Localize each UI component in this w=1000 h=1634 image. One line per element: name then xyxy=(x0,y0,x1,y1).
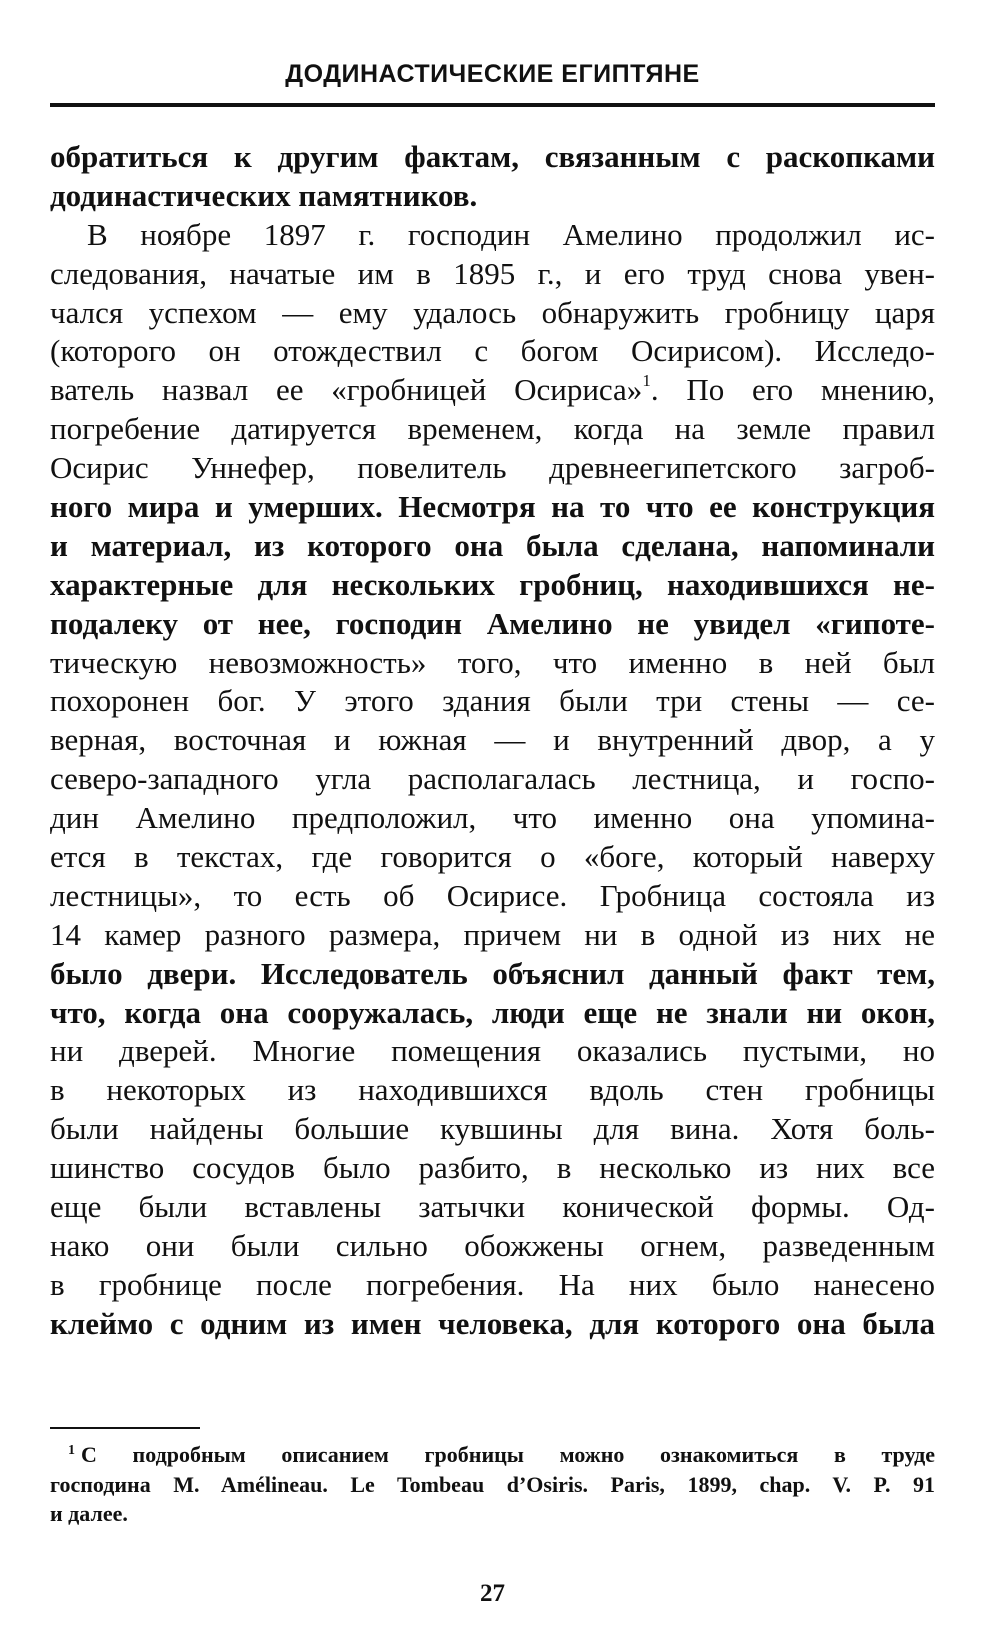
text-line: Осирис Уннефер, повелитель древнеегипетского загроб- xyxy=(50,450,935,486)
text-line: подалеку от нее, господин Амелино не увидел «гипоте- xyxy=(50,605,935,641)
text-line: (которого он отождествил с богом Осирисом). Исследо- xyxy=(50,333,935,369)
text-segment: . По его мнению, xyxy=(650,372,935,408)
footnote-reference[interactable]: 1 xyxy=(642,371,651,391)
text-line: и материал, из которого она была сделана, напоминали xyxy=(50,527,935,563)
text-line: что, когда она сооружалась, люди еще не знали ни окон, xyxy=(50,994,935,1030)
text-line: В ноябре 1897 г. господин Амелино продолжил ис- xyxy=(87,216,935,252)
main-text xyxy=(50,138,935,1344)
text-line: чался успехом — ему удалось обнаружить гробницу царя xyxy=(50,294,935,330)
footnote-line xyxy=(50,1440,935,1470)
text-line: в гробнице после погребения. На них было нанесено xyxy=(50,1266,935,1302)
text-line: лестницы», то есть об Осирисе. Гробница состояла из xyxy=(50,877,935,913)
footnote-line: и далее. xyxy=(50,1501,128,1526)
text-line: 14 камер разного размера, причем ни в одной из них не xyxy=(50,916,935,952)
text-line: похоронен бог. У этого здания были три стены — се- xyxy=(50,683,935,719)
text-line: ного мира и умерших. Несмотря на то что ее конструкция xyxy=(50,489,935,525)
text-line: ется в текстах, где говорится о «боге, который наверху xyxy=(50,839,935,875)
footnote-text: С подробным описанием гробницы можно ознакомиться в труде xyxy=(81,1442,935,1467)
text-line: ни дверей. Многие помещения оказались пустыми, но xyxy=(50,1033,935,1069)
text-line: северо-западного угла располагалась лестница, и госпо- xyxy=(50,761,935,797)
text-line: верная, восточная и южная — и внутренний двор, а у xyxy=(50,722,935,758)
running-head: ДОДИНАСТИЧЕСКИЕ ЕГИПТЯНЕ xyxy=(285,60,700,88)
footnote-line: господина M. Amélineau. Le Tombeau d’Osiris. Paris, 1899, chap. V. P. 91 xyxy=(50,1471,935,1497)
text-line: следования, начатые им в 1895 г., и его труд снова увен- xyxy=(50,255,935,291)
text-line-with-footnote-ref xyxy=(50,371,935,410)
text-line: додинастических памятников. xyxy=(50,177,478,213)
page-number: 27 xyxy=(480,1580,505,1607)
text-line: было двери. Исследователь объяснил данный факт тем, xyxy=(50,955,935,991)
text-line: дин Амелино предположил, что именно она упомина- xyxy=(50,800,935,836)
header-rule xyxy=(50,103,935,107)
text-line: характерные для нескольких гробниц, находившихся не- xyxy=(50,566,935,602)
text-line: нако они были сильно обожжены огнем, разведенным xyxy=(50,1227,935,1263)
text-line: были найдены большие кувшины для вина. Хотя боль- xyxy=(50,1111,935,1147)
text-line: в некоторых из находившихся вдоль стен гробницы xyxy=(50,1072,935,1108)
text-segment: ватель назвал ее «гробницей Осириса» xyxy=(50,372,643,408)
text-line: тическую невозможность» того, что именно в ней был xyxy=(50,644,935,680)
text-line: клеймо с одним из имен человека, для которого она была xyxy=(50,1305,935,1341)
text-line: еще были вставлены затычки конической формы. Од- xyxy=(50,1189,935,1225)
footnote xyxy=(50,1440,935,1529)
text-line: обратиться к другим фактам, связанным с раскопками xyxy=(50,139,935,174)
text-line: погребение датируется временем, когда на земле правил xyxy=(50,411,935,447)
footnote-mark: 1 xyxy=(68,1443,75,1458)
footnote-rule xyxy=(50,1427,200,1429)
text-line: шинство сосудов было разбито, в несколько из них все xyxy=(50,1150,935,1186)
